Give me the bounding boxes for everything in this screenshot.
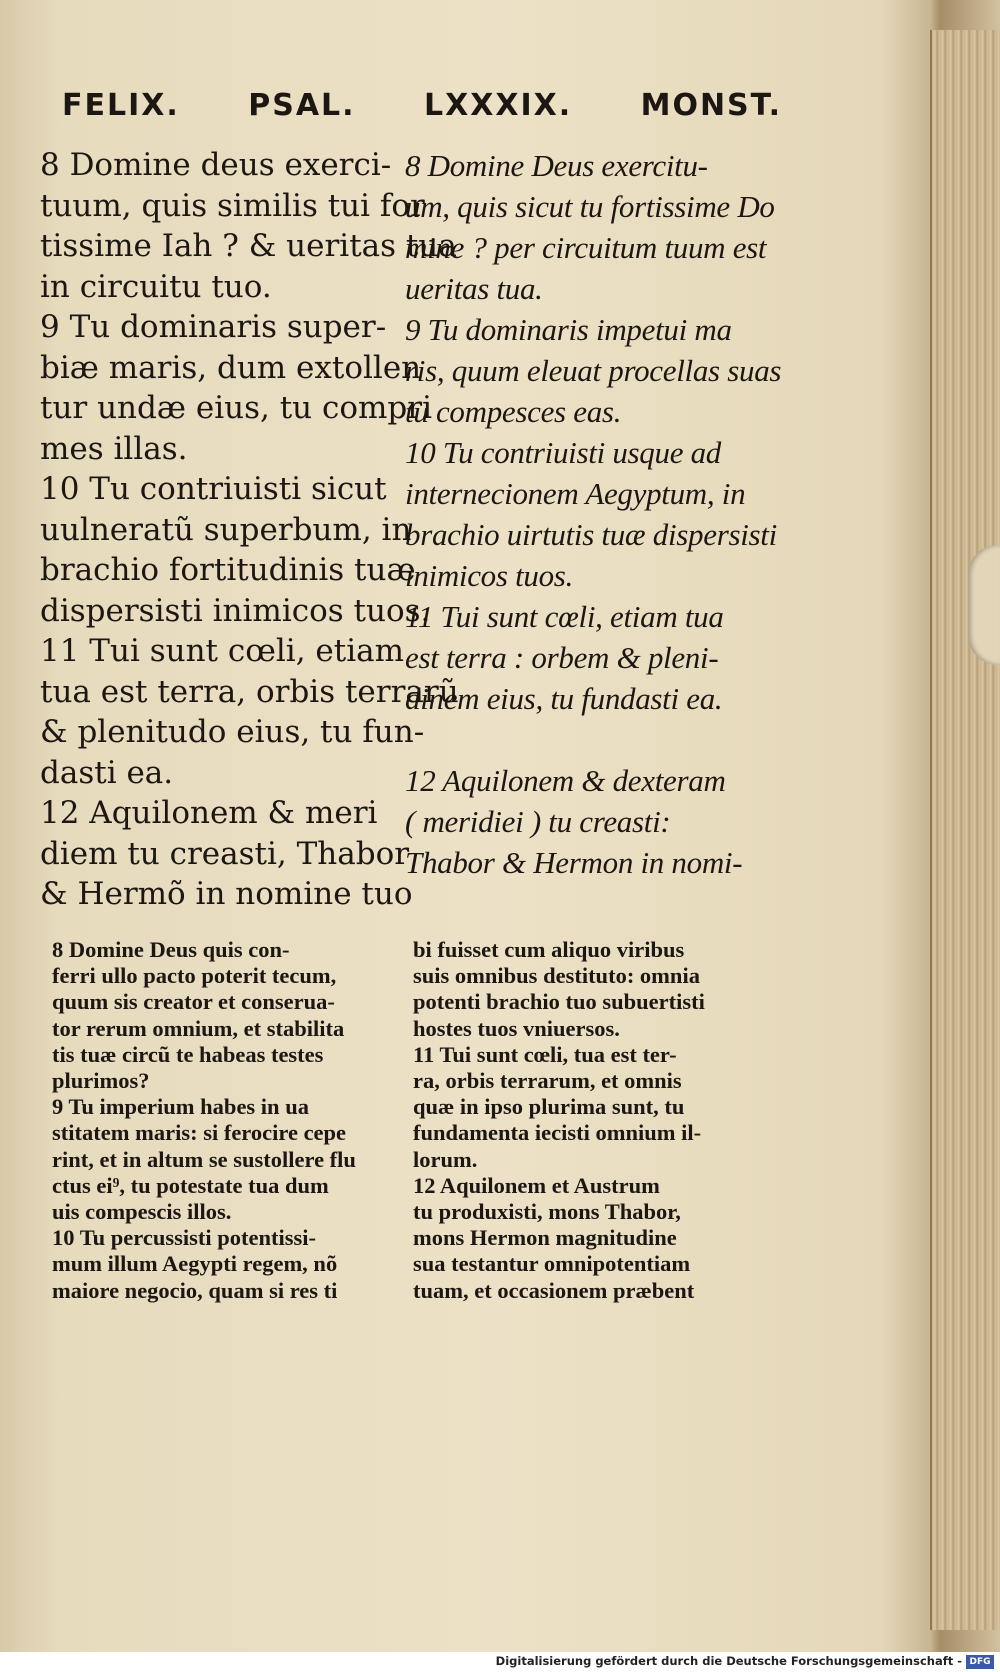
text-line: 10 Tu contriuisti usque ad (405, 435, 722, 470)
header-number: LXXXIX. (423, 88, 573, 123)
footnote-line: hostes tuos vniuersos. (413, 1015, 620, 1041)
footnote-line: sua testantur omnipotentiam (413, 1251, 691, 1277)
text-line: 11 Tui sunt cœli, etiam (40, 633, 405, 669)
text-line: 12 Aquilonem & meri (40, 795, 378, 831)
footnote-line: bi fuisset cum aliquo viribus (413, 937, 685, 962)
book-edge (930, 30, 1000, 1630)
text-line: dasti ea. (40, 754, 174, 791)
footnote-line: ferri ullo pacto poterit tecum, (52, 963, 337, 989)
footnote-line: fundamenta iecisti omnium il- (413, 1120, 702, 1146)
left-column-text (40, 145, 459, 915)
footnote-line: stitatem maris: si ferocire cepe (52, 1120, 347, 1146)
text-line (405, 719, 795, 760)
footnote-line: potenti brachio tuo subuertisti (413, 989, 705, 1015)
text-line: 10 Tu contriuisti sicut (40, 471, 387, 507)
text-line: diem tu creasti, Thabor (40, 835, 410, 872)
footnote-line: mons Hermon magnitudine (413, 1225, 677, 1251)
text-line: dinem eius, tu fundasti ea. (405, 681, 723, 716)
header-psal: PSAL. (248, 88, 356, 123)
footnote-line: suis omnibus destituto: omnia (413, 963, 700, 989)
text-line: & plenitudo eius, tu fun- (40, 714, 425, 750)
text-line: 9 Tu dominaris impetui ma (405, 312, 732, 347)
footnote-line: 8 Domine Deus quis con- (52, 937, 290, 962)
footnote-line: maiore negocio, quam si res ti (52, 1277, 338, 1303)
footnote-line: quæ in ipso plurima sunt, tu (413, 1094, 685, 1120)
footnote-line: 10 Tu percussisti potentissi- (52, 1225, 317, 1251)
text-line: brachio fortitudinis tuæ (40, 552, 416, 588)
text-line: um, quis sicut tu fortissime Do (405, 189, 775, 224)
text-line: 11 Tui sunt cœli, etiam tua (405, 599, 724, 634)
right-column-text (405, 145, 795, 883)
running-header (62, 88, 782, 123)
footnote-line: lorum. (413, 1146, 478, 1172)
text-line: tu compesces eas. (405, 394, 622, 429)
footnote-right (413, 937, 773, 1304)
text-line: Thabor & Hermon in nomi- (405, 845, 743, 880)
text-line: ris, quum eleuat procellas suas (405, 353, 782, 388)
text-line: in circuitu tuo. (40, 268, 272, 305)
footnote-line: 12 Aquilonem et Austrum (413, 1172, 660, 1198)
text-line: inimicos tuos. (405, 558, 574, 593)
text-line: brachio uirtutis tuæ dispersisti (405, 517, 777, 552)
footnote-line: mum illum Aegypti regem, nõ (52, 1251, 338, 1277)
text-line: tissime Iah ? & ueritas tua (40, 228, 457, 264)
text-line: est terra : orbem & pleni- (405, 640, 719, 675)
footnote-line: plurimos? (52, 1068, 150, 1094)
text-line: internecionem Aegyptum, in (405, 476, 746, 511)
text-line: mine ? per circuitum tuum est (405, 230, 767, 265)
text-line: tur undæ eius, tu compri (40, 390, 432, 426)
footnote-line: rint, et in altum se sustollere flu (52, 1146, 356, 1172)
text-line: dispersisti inimicos tuos. (40, 592, 431, 629)
header-left: FELIX. (62, 88, 180, 123)
footer-bar (0, 1652, 1000, 1672)
header-right: MONST. (640, 88, 782, 123)
page-tab (968, 545, 1000, 665)
text-line: 12 Aquilonem & dexteram (405, 763, 726, 798)
text-line: biæ maris, dum extollen (40, 349, 422, 386)
footer-text: Digitalisierung gefördert durch die Deutsche Forschungsgemeinschaft - (495, 1654, 962, 1668)
footnote-line: uis compescis illos. (52, 1199, 232, 1225)
footnote-line: tis tuæ circũ te habeas testes (52, 1041, 324, 1067)
text-line: ueritas tua. (405, 271, 543, 306)
footnote-line: tor rerum omnium, et stabilita (52, 1015, 345, 1041)
text-line: 9 Tu dominaris super- (40, 309, 387, 345)
text-line: tua est terra, orbis terrarũ (40, 673, 459, 710)
footnote-left (52, 937, 397, 1304)
text-line: mes illas. (40, 430, 188, 467)
footnote-line: 11 Tui sunt cœli, tua est ter- (413, 1041, 677, 1067)
footnote-line: ctus ei⁹, tu potestate tua dum (52, 1172, 329, 1198)
footnote-line: tu produxisti, mons Thabor, (413, 1199, 681, 1225)
footnote-line: quum sis creator et conserua- (52, 989, 335, 1015)
text-line: 8 Domine Deus exercitu- (405, 148, 708, 183)
text-line: & Hermõ in nomine tuo (40, 876, 413, 912)
footnote-line: 9 Tu imperium habes in ua (52, 1094, 309, 1120)
text-line: ( meridiei ) tu creasti: (405, 804, 671, 839)
text-line: 8 Domine deus exerci- (40, 147, 392, 183)
dfg-logo: DFG (966, 1655, 994, 1669)
footnote-line: ra, orbis terrarum, et omnis (413, 1068, 682, 1094)
text-line: uulneratũ superbum, in (40, 511, 412, 548)
text-line: tuum, quis similis tui for (40, 187, 425, 224)
footnote-line: tuam, et occasionem præbent (413, 1277, 695, 1303)
